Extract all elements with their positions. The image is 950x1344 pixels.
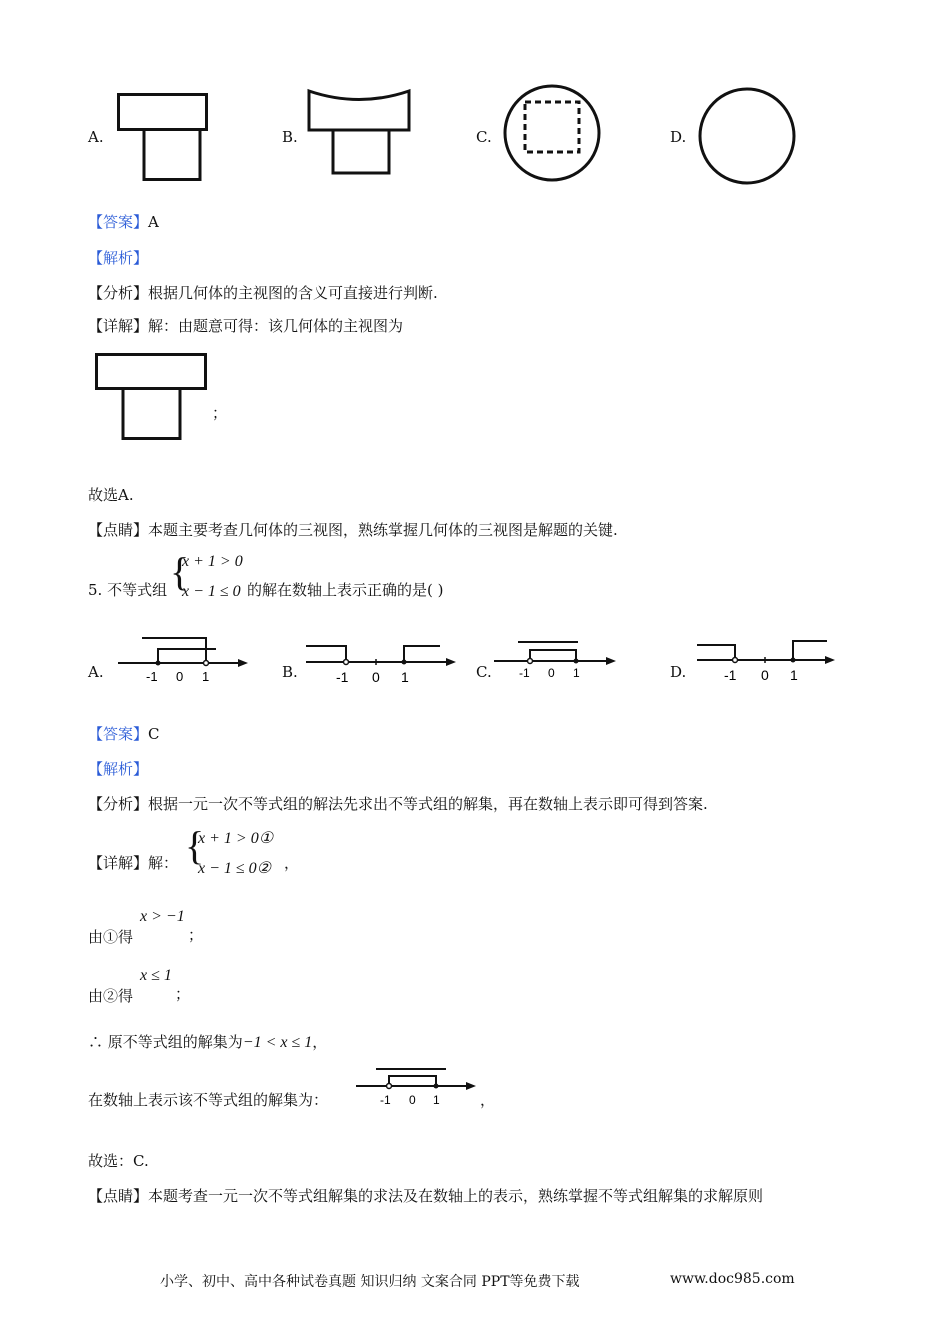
- solution-comma: ，: [312, 1033, 328, 1051]
- q5-option-c-numberline: [494, 637, 616, 683]
- q5-stem-prefix: 5. 不等式组: [88, 581, 168, 599]
- fenxi-tag: 【分析】: [88, 284, 149, 302]
- answer-tag: 【答案】: [88, 725, 149, 743]
- footer-url[interactable]: www.doc985.com: [670, 1271, 795, 1287]
- q5-fenxi: [88, 793, 708, 814]
- q5-option-d-numberline: [697, 638, 835, 686]
- axis-label-0: 0: [372, 669, 380, 685]
- axis-label-0: 0: [409, 1093, 416, 1107]
- q5-step1-prefix: 由①得: [88, 928, 134, 946]
- q4-option-d-figure: [697, 87, 799, 185]
- q5-dianjing: [88, 1185, 763, 1206]
- axis-label-neg1: -1: [336, 669, 349, 685]
- q4-xiangjie: [88, 315, 403, 336]
- dianjing-tag: 【点睛】: [88, 1187, 149, 1205]
- fenxi-text: 根据一元一次不等式组的解法先求出不等式组的解集，再在数轴上表示即可得到答案.: [148, 795, 708, 813]
- q5-step1-math: x > −1: [140, 908, 185, 925]
- q5-option-d-label: D.: [670, 663, 687, 681]
- answer-value: C: [148, 725, 160, 743]
- q5-step2-suffix: ；: [175, 985, 191, 1003]
- q5-sys-line2: x − 1 ≤ 0: [182, 583, 241, 600]
- q4-option-b-label: B.: [282, 128, 298, 146]
- q4-front-view-figure: [95, 353, 209, 443]
- axis-label-0: 0: [548, 666, 555, 680]
- q5-step1-suffix: ；: [188, 926, 204, 944]
- q5-solve-brace: {: [185, 823, 205, 868]
- axis-label-0: 0: [176, 669, 184, 684]
- q5-step2-prefix: 由②得: [88, 987, 134, 1005]
- q4-option-c-label: C.: [476, 128, 492, 146]
- q4-option-c-figure: [502, 83, 602, 183]
- axis-label-1: 1: [573, 666, 580, 680]
- q4-option-a-label: A.: [88, 128, 104, 146]
- axis-label-1: 1: [790, 667, 798, 683]
- axis-label-neg1: -1: [724, 667, 737, 683]
- q4-choose: 故选A.: [88, 486, 134, 504]
- axis-label-0: 0: [761, 667, 769, 683]
- q5-option-a-numberline: [118, 634, 248, 684]
- dianjing-tag: 【点睛】: [88, 521, 149, 539]
- axis-label-1: 1: [401, 669, 409, 685]
- fenxi-tag: 【分析】: [88, 795, 149, 813]
- xiangjie-text: 解：由题意可得：该几何体的主视图为: [148, 317, 404, 335]
- q5-xiangjie: [88, 852, 178, 873]
- fenxi-text: 根据几何体的主视图的含义可直接进行判断.: [148, 284, 438, 302]
- axis-label-neg1: -1: [519, 666, 530, 680]
- q5-solution-numberline: [356, 1066, 476, 1108]
- q5-option-b-label: B.: [282, 663, 298, 681]
- q5-option-b-numberline: [306, 640, 456, 688]
- q4-dianjing: [88, 519, 618, 540]
- q5-answer: [88, 723, 160, 744]
- q4-analysis-tag: 【解析】: [88, 249, 149, 267]
- xiangjie-tag: 【详解】: [88, 317, 149, 335]
- q4-semicolon: ；: [212, 404, 228, 422]
- q4-option-d-label: D.: [670, 128, 687, 146]
- dianjing-text: 本题考查一元一次不等式组解集的求法及在数轴上的表示，熟练掌握不等式组解集的求解原则: [148, 1187, 764, 1205]
- q5-choose: 故选：C.: [88, 1152, 149, 1170]
- q5-brace: {: [170, 549, 190, 594]
- q5-option-a-label: A.: [88, 663, 104, 681]
- q4-option-a-figure: [117, 93, 209, 183]
- xiangjie-text: 解：: [148, 854, 179, 872]
- q5-line-comma: ，: [480, 1091, 496, 1109]
- q4-option-b-figure: [307, 88, 413, 176]
- axis-label-neg1: -1: [146, 669, 158, 684]
- axis-label-1: 1: [202, 669, 210, 684]
- q5-option-c-label: C.: [476, 663, 492, 681]
- footer-text: 小学、初中、高中各种试卷真题 知识归纳 文案合同 PPT等免费下载: [160, 1274, 580, 1290]
- q5-line-label: 在数轴上表示该不等式组的解集为：: [88, 1091, 329, 1109]
- xiangjie-tag: 【详解】: [88, 854, 149, 872]
- q5-step2-math: x ≤ 1: [140, 967, 172, 984]
- q5-stem-suffix: 的解在数轴上表示正确的是( ): [247, 581, 444, 599]
- axis-label-1: 1: [433, 1093, 440, 1107]
- q5-sys-line1: x + 1 > 0: [182, 553, 243, 570]
- q4-fenxi: [88, 282, 438, 303]
- dianjing-text: 本题主要考查几何体的三视图，熟练掌握几何体的三视图是解题的关键.: [148, 521, 618, 539]
- axis-label-neg1: -1: [380, 1093, 391, 1107]
- q5-eq1: x + 1 > 0①: [198, 830, 274, 847]
- q5-comma: ，: [284, 854, 300, 872]
- answer-tag: 【答案】: [88, 213, 149, 231]
- answer-value: A: [148, 213, 159, 231]
- q5-eq2: x − 1 ≤ 0②: [198, 860, 272, 877]
- q5-therefore: [88, 1031, 327, 1052]
- solution-math: −1 < x ≤ 1: [242, 1034, 313, 1051]
- q4-answer: [88, 211, 159, 232]
- therefore-text: ∴ 原不等式组的解集为: [88, 1033, 243, 1051]
- q5-analysis-tag: 【解析】: [88, 760, 149, 778]
